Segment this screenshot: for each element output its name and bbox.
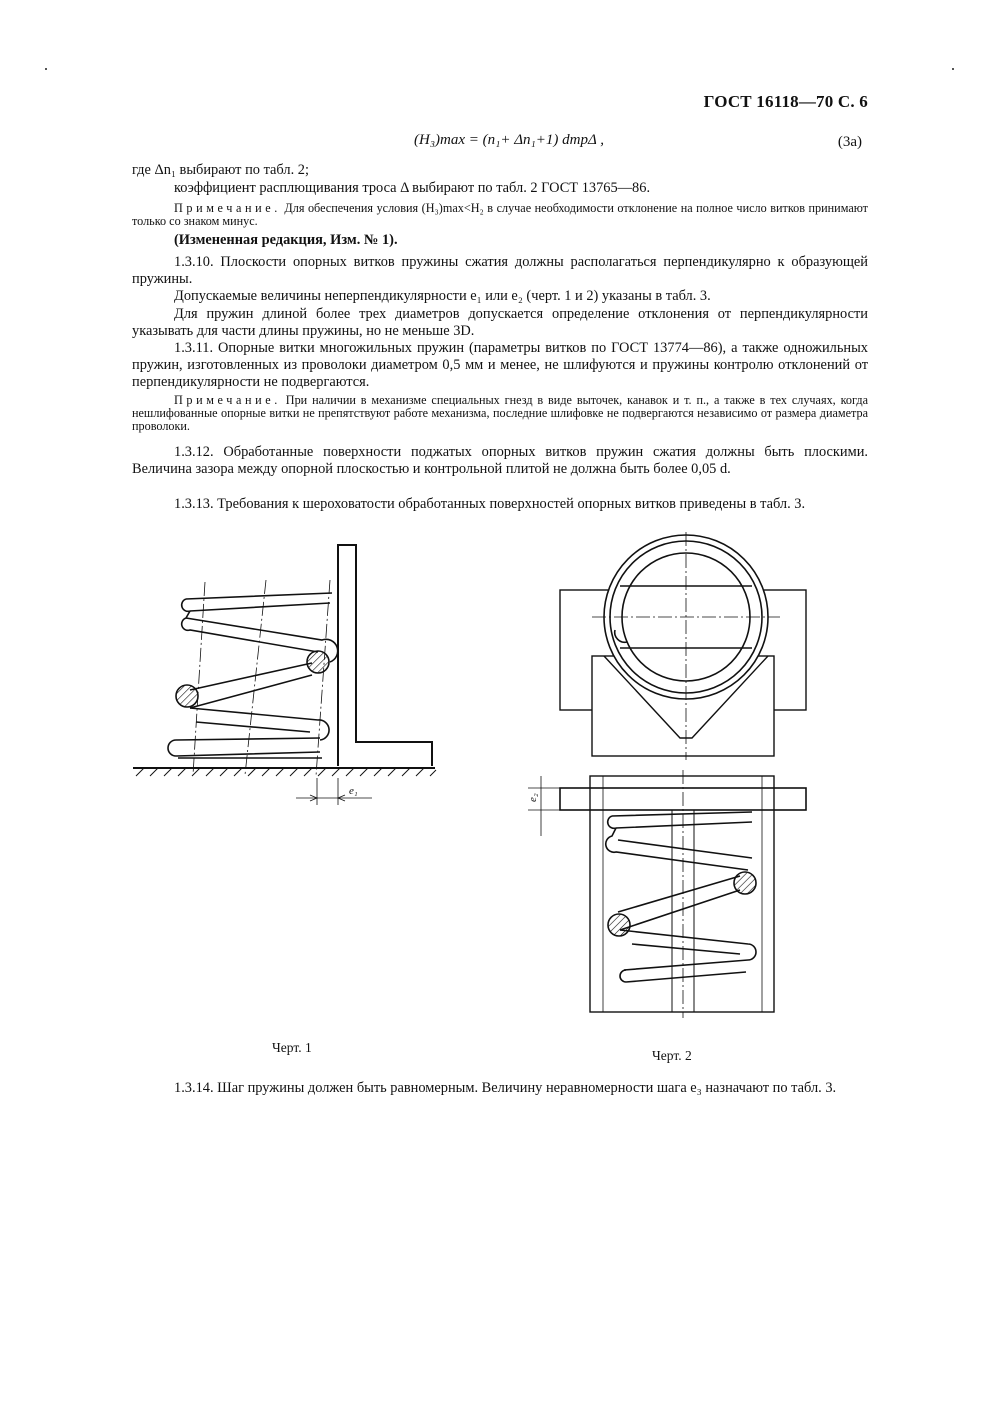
- figure-2-side-view: [528, 770, 806, 1018]
- para-1-3-10-b: Допускаемые величины неперпендикулярности e₁ или e₂ (черт. 1 и 2) указаны в табл. 3.: [174, 288, 711, 304]
- note-1-text: Для обеспечения условия (H₃)max<H₂ в случае необходимости отклонение на полное число витков принимают только со знаком минус.: [132, 201, 868, 228]
- fig1-e1-label: e₁: [349, 785, 358, 797]
- figure-2-top-view: [560, 532, 806, 760]
- ground-hatch: [136, 768, 436, 776]
- para-1-3-11: 1.3.11. Опорные витки многожильных пружин (параметры витков по ГОСТ 13774—86), а также одножильных пружин, изготовленных из проволоки диаметром 0,5 мм и менее, не шлифуются и пружины контролю отклонений от перпендикулярности не подвергаются.: [132, 340, 868, 390]
- page-header: ГОСТ 16118—70 С. 6: [703, 92, 868, 111]
- para-where: где Δn₁ выбирают по табл. 2;: [132, 162, 309, 178]
- caption-fig-1: Черт. 1: [272, 1040, 312, 1055]
- para-1-3-10: 1.3.10. Плоскости опорных витков пружины сжатия должны располагаться перпендикулярно к образующей пружины.: [132, 254, 868, 287]
- note-1-label: Примечание.: [174, 201, 281, 215]
- para-1-3-10-c: Для пружин длиной более трех диаметров допускается определение отклонения от перпендикулярности указывать для части длины пружины, но не меньше 3D.: [132, 306, 868, 339]
- fig2-e2-label: e₂: [527, 793, 539, 802]
- para-1-3-14: 1.3.14. Шаг пружины должен быть равномерным. Величину неравномерности шага e₃ назначают по табл. 3.: [174, 1080, 837, 1096]
- para-coefficient: коэффициент расплющивания троса Δ выбирают по табл. 2 ГОСТ 13765—86.: [174, 180, 651, 196]
- formula-number: (3а): [837, 134, 862, 150]
- caption-fig-2: Черт. 2: [652, 1048, 692, 1063]
- edit-note: (Измененная редакция, Изм. № 1).: [174, 232, 398, 248]
- note-2-label: Примечание.: [174, 393, 281, 407]
- formula-3a: (H₃)max = (n₁+ Δn₁+1) dтрΔ ,: [414, 132, 604, 148]
- para-1-3-13: 1.3.13. Требования к шероховатости обработанных поверхностей опорных витков приведены в табл. 3.: [174, 496, 806, 512]
- note-2-text: При наличии в механизме специальных гнезд в виде выточек, канавок и т. п., а также в тех случаях, когда нешлифованные опорные витки не препятствуют работе механизма, последние шлифовке не подвергаются независимо от размера диаметра проволоки.: [132, 393, 868, 433]
- para-1-3-12: 1.3.12. Обработанные поверхности поджатых опорных витков пружин сжатия должны быть плоскими. Величина зазора между опорной плоскостью и контрольной плитой не должна быть более 0,05 d.: [132, 444, 868, 477]
- figure-1-spring-perpendicularity: [133, 545, 436, 805]
